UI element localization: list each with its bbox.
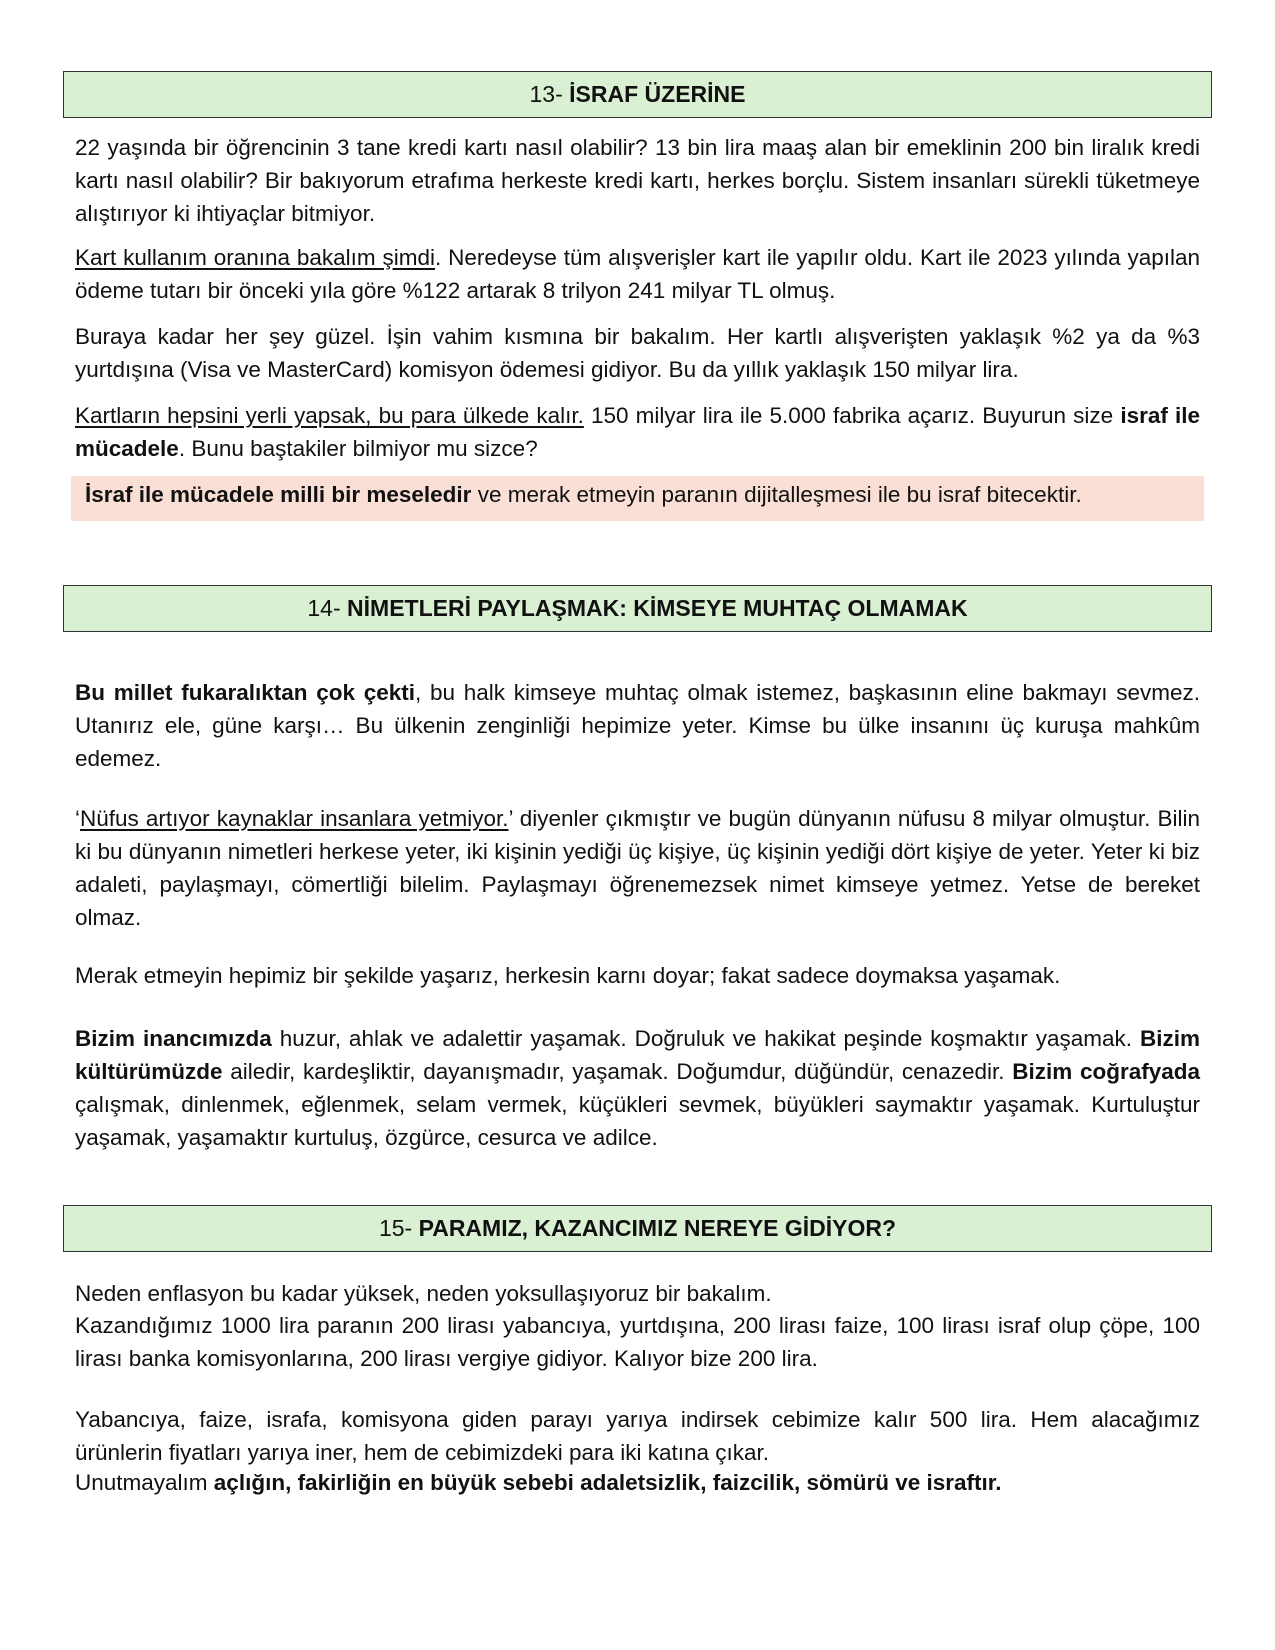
section-15-number: 15- [378, 1215, 419, 1241]
s13-callout-bold: İsraf ile mücadele milli bir meseledir [85, 482, 472, 507]
s14-p1-bold: Bu millet fukaralıktan çok çekti [75, 680, 415, 705]
section-14-heading [63, 585, 1212, 632]
s14-p1-text: , bu halk kimseye muhtaç olmak istemez, başkasının eline bakmayı sevmez. Utanırız ele, güne karşı… Bu ülkenin zenginliği hepimize yeter. Kimse bu ülke insanını üç kuruşa mahkûm edemez. [75, 680, 1200, 771]
s14-p4-text-2: ailedir, kardeşliktir, dayanışmadır, yaşamak. Doğumdur, düğündür, cenazedir. [222, 1059, 1013, 1084]
s14-p2-underlined: Nüfus artıyor kaynaklar insanlara yetmiyor. [80, 806, 509, 831]
section-15-paragraph-1 [75, 1309, 1200, 1375]
section-15-title: PARAMIZ, KAZANCIMIZ NEREYE GİDİYOR? [418, 1215, 897, 1241]
s13-p4-end: . Bunu baştakiler bilmiyor mu sizce? [178, 436, 538, 461]
section-14-title: NİMETLERİ PAYLAŞMAK: KİMSEYE MUHTAÇ OLMAMAK [347, 595, 968, 621]
section-13-heading [63, 71, 1212, 118]
s14-p4-text-1: huzur, ahlak ve adalettir yaşamak. Doğruluk ve hakikat peşinde koşmaktır yaşamak. [271, 1026, 1140, 1051]
section-15-paragraph-3 [75, 1466, 1200, 1499]
section-13-paragraph-1 [75, 131, 1200, 230]
s13-callout-text: ve merak etmeyin paranın dijitalleşmesi ile bu israf bitecektir. [471, 482, 1082, 507]
s14-p4-bold-2: Bizim kültürümüzde [75, 1026, 1201, 1084]
section-14-paragraph-4 [75, 1022, 1200, 1154]
section-14-number: 14- [307, 595, 348, 621]
section-15-heading [63, 1205, 1212, 1252]
s13-p1-text: 22 yaşında bir öğrencinin 3 tane kredi kartı nasıl olabilir? 13 bin lira maaş alan bir emeklinin 200 bin liralık kredi kartı nasıl olabilir? Bir bakıyorum etrafıma herkeste kredi kartı, herkes borçlu. Sistem insanları sürekli tüketmeye alıştırıyor ki ihtiyaçlar bitmiyor. [75, 135, 1200, 226]
s13-p4-bold: israf ile mücadele [75, 403, 1200, 461]
s15-l2-text: Kazandığımız 1000 lira paranın 200 lirası yabancıya, yurtdışına, 200 lirası faize, 100 lirası israf olup çöpe, 100 lirası banka komisyonlarına, 200 lirası vergiye gidiyor. Kalıyor bize 200 lira. [75, 1313, 1200, 1371]
section-15-paragraph-2 [75, 1403, 1200, 1469]
section-14-paragraph-1 [75, 676, 1200, 775]
s14-p2-open-quote: ‘ [75, 806, 80, 831]
section-13-paragraph-2 [75, 241, 1200, 307]
section-13-paragraph-4 [75, 399, 1200, 465]
s15-l1-text: Neden enflasyon bu kadar yüksek, neden yoksullaşıyoruz bir bakalım. [75, 1281, 772, 1306]
s14-p2-text: ’ diyenler çıkmıştır ve bugün dünyanın nüfusu 8 milyar olmuştur. Bilin ki bu dünyanın nimetleri herkese yeter, iki kişinin yediği üç kişiye, üç kişinin yediği dört kişiye de yeter. Yeter ki biz adaleti, paylaşmayı, cömertliği bilelim. Paylaşmayı öğrenemezsek nimet kimseye yetmez. Yetse de bereket olmaz. [75, 806, 1200, 930]
s13-p2-underlined: Kart kullanım oranına bakalım şimdi [75, 245, 436, 270]
section-13-callout [71, 476, 1204, 521]
s13-p4-text: 150 milyar lira ile 5.000 fabrika açarız. Buyurun size [583, 403, 1121, 428]
s14-p3-text: Merak etmeyin hepimiz bir şekilde yaşarız, herkesin karnı doyar; fakat sadece doymaksa yaşamak. [75, 963, 1061, 988]
s15-p2-text: Yabancıya, faize, israfa, komisyona giden parayı yarıya indirsek cebimize kalır 500 lira. Hem alacağımız ürünlerin fiyatları yarıya iner, hem de cebimizdeki para iki katına çıkar. [75, 1407, 1200, 1465]
s13-p2-text: . Neredeyse tüm alışverişler kart ile yapılır oldu. Kart ile 2023 yılında yapılan ödeme tutarı bir önceki yıla göre %122 artarak 8 trilyon 241 milyar TL olmuş. [75, 245, 1201, 303]
s14-p4-bold-3: Bizim coğrafyada [1012, 1059, 1200, 1084]
s15-p3-text: Unutmayalım [75, 1470, 214, 1495]
section-13-paragraph-3 [75, 320, 1200, 386]
section-13-number: 13- [529, 81, 570, 107]
s13-p3-text: Buraya kadar her şey güzel. İşin vahim kısmına bir bakalım. Her kartlı alışverişten yaklaşık %2 ya da %3 yurtdışına (Visa ve MasterCard) komisyon ödemesi gidiyor. Bu da yıllık yaklaşık 150 milyar lira. [75, 324, 1200, 382]
section-14-paragraph-3 [75, 959, 1200, 992]
section-15-line-1 [75, 1277, 1200, 1310]
s15-p3-bold: açlığın, fakirliğin en büyük sebebi adaletsizlik, faizcilik, sömürü ve israftır. [213, 1470, 1002, 1495]
section-14-paragraph-2 [75, 802, 1200, 934]
s13-p4-underlined: Kartların hepsini yerli yapsak, bu para ülkede kalır. [75, 403, 584, 428]
section-13-title: İSRAF ÜZERİNE [569, 81, 746, 107]
s14-p4-text-3: çalışmak, dinlenmek, eğlenmek, selam vermek, küçükleri sevmek, büyükleri saymaktır yaşamak. Kurtuluştur yaşamak, yaşamaktır kurtuluş, özgürce, cesurca ve adilce. [75, 1092, 1200, 1150]
s14-p4-bold-1: Bizim inancımızda [75, 1026, 272, 1051]
